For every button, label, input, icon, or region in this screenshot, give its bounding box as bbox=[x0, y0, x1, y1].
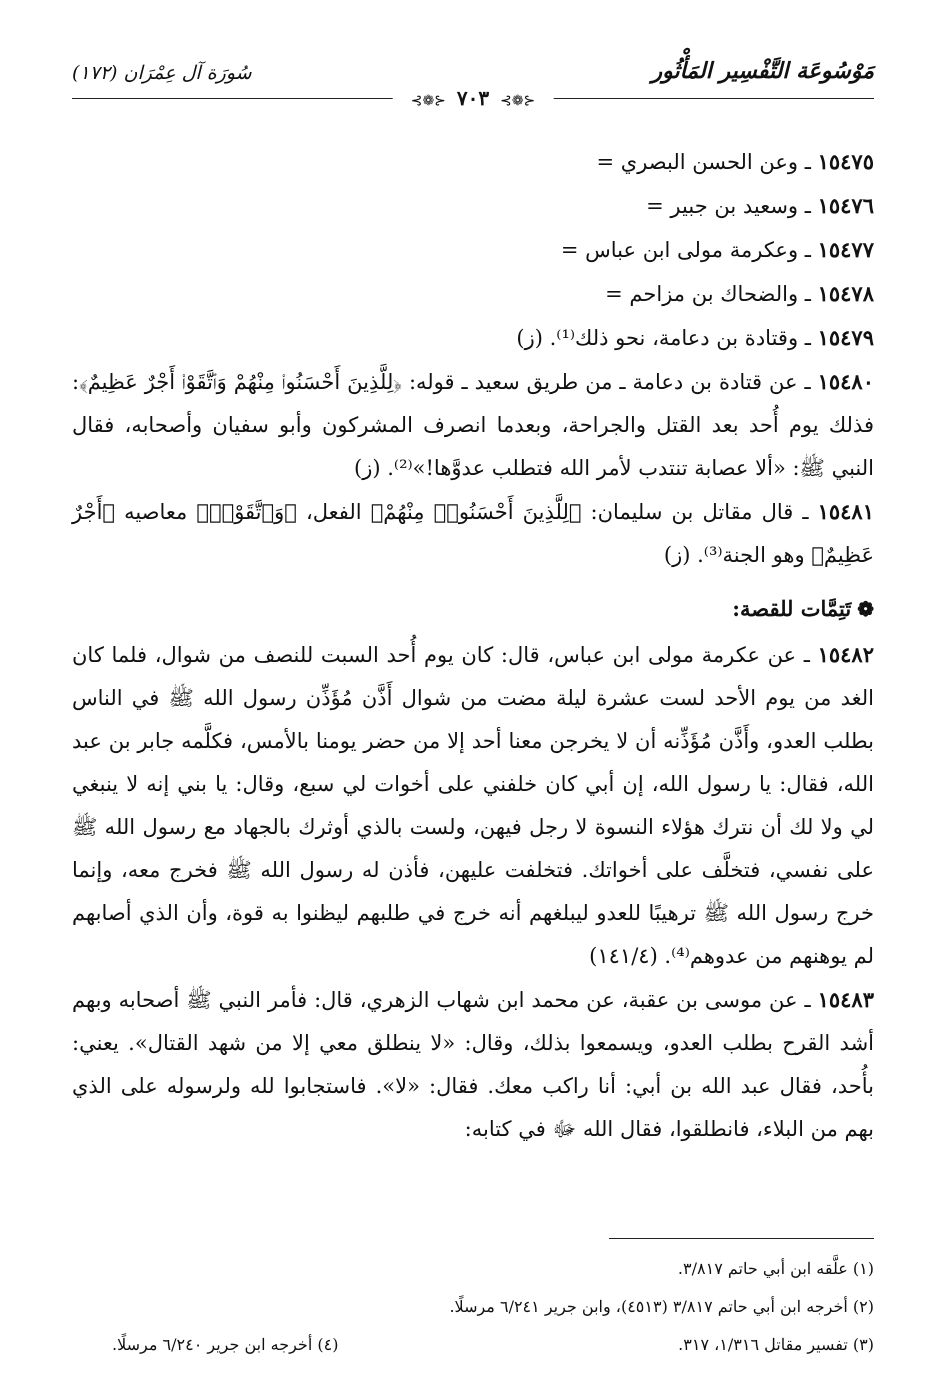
footnote-3: (٣) تفسير مقاتل ١/٣١٦، ٣١٧. bbox=[678, 1335, 874, 1354]
narration-number: ١٥٤٨٢ bbox=[817, 642, 874, 667]
flower-icon: ❁ bbox=[857, 597, 874, 621]
narration-text: ـ عن قتادة بن دعامة ـ من طريق سعيد ـ قوله: ﴿لِلَّذِينَ أَحْسَنُوا۟ مِنْهُمْ وَٱتَّقَوْا۟ أَجْرٌ عَظِيمٌ﴾: فذلك يوم أُحد بعد القتل والجراحة، وبعدما انصرف المشركون وأبو سفيان وأصحابه، فقال النبي ﷺ: «ألا عصابة تنتدب لأمر الله فتطلب عدوَّها!»⁽²⁾. (ز) bbox=[72, 370, 874, 480]
ornament-icon: ⊰❁⊱ bbox=[500, 93, 536, 109]
main-text bbox=[72, 140, 874, 1151]
narration-number: ١٥٤٧٦ bbox=[817, 193, 874, 218]
footnotes bbox=[72, 1250, 874, 1364]
narration-number: ١٥٤٧٩ bbox=[817, 325, 874, 350]
narration-number: ١٥٤٨٠ bbox=[817, 369, 874, 394]
footnote-4: (٤) أخرجه ابن جرير ٦/٢٤٠ مرسلًا. bbox=[112, 1335, 339, 1354]
paragraph bbox=[72, 360, 874, 490]
narration-number: ١٥٤٧٧ bbox=[817, 237, 874, 262]
page-number-wrap bbox=[393, 86, 554, 110]
section-heading-text: تَتِمَّات للقصة: bbox=[732, 596, 852, 621]
footnote-2: (٢) أخرجه ابن أبي حاتم ٣/٨١٧ (٤٥١٣)، وابن جرير ٦/٢٤١ مرسلًا. bbox=[449, 1297, 874, 1316]
paragraph bbox=[72, 633, 874, 978]
page-number: ٧٠٣ bbox=[456, 86, 490, 110]
footnote-row bbox=[72, 1326, 874, 1364]
paragraph bbox=[72, 490, 874, 577]
narration-number: ١٥٤٨١ bbox=[817, 499, 874, 524]
narration-text: ـ وعكرمة مولى ابن عباس = bbox=[560, 238, 818, 262]
paragraph bbox=[72, 140, 874, 184]
narration-text: ـ عن موسى بن عقبة، عن محمد ابن شهاب الزهري، قال: فأمر النبي ﷺ أصحابه وبهم أشد القرح بطلب العدو، ويسمعوا بذلك، وقال: «لا ينطلق معي إلا من شهد القتال». يعني: بأُحد، فقال عبد الله بن أبي: أنا راكب معك. فقال: «لا». فاستجابوا لله ولرسوله على الذي بهم من البلاء، فانطلقوا، فقال الله ﷻ في كتابه: bbox=[72, 988, 874, 1141]
narration-text: ـ وعن الحسن البصري = bbox=[596, 150, 818, 174]
paragraph bbox=[72, 184, 874, 228]
narration-text: ـ والضحاك بن مزاحم = bbox=[605, 282, 818, 306]
section-heading bbox=[72, 587, 874, 631]
paragraph bbox=[72, 228, 874, 272]
footnote-divider bbox=[609, 1238, 874, 1239]
narration-number: ١٥٤٨٣ bbox=[817, 987, 874, 1012]
paragraph bbox=[72, 978, 874, 1151]
narration-text: ـ وسعيد بن جبير = bbox=[646, 194, 818, 218]
page-header bbox=[72, 58, 874, 108]
narration-number: ١٥٤٧٥ bbox=[817, 149, 874, 174]
book-title: مَوْسُوعَة التَّفْسِير المَأْثُور bbox=[651, 58, 874, 84]
narration-text: ـ قال مقاتل بن سليمان: ﴿لِلَّذِينَ أَحْسَنُوا۟ مِنْهُمْ﴾ الفعل، ﴿وَٱتَّقَوْا۟﴾ معاصيه ﴿أَجْرٌ عَظِيمٌ﴾ وهو الجنة⁽³⁾. (ز) bbox=[72, 500, 874, 567]
footnote-1: (١) علَّقه ابن أبي حاتم ٣/٨١٧. bbox=[677, 1259, 874, 1278]
paragraph bbox=[72, 316, 874, 360]
ornament-icon: ⊰❁⊱ bbox=[410, 93, 446, 109]
surah-label: سُورَة آل عِمْرَان (١٧٢) bbox=[72, 62, 252, 84]
narration-text: ـ وقتادة بن دعامة، نحو ذلك⁽¹⁾. (ز) bbox=[516, 326, 818, 350]
paragraph bbox=[72, 272, 874, 316]
narration-text: ـ عن عكرمة مولى ابن عباس، قال: كان يوم أُحد السبت للنصف من شوال، فلما كان الغد من يوم الأحد لست عشرة ليلة مضت من شوال أَذَّن مُؤَذِّن رسول الله ﷺ في الناس بطلب العدو، وأَذَّن مُؤَذِّنه أن لا يخرجن معنا أحد إلا من حضر يومنا بالأمس، فكلَّمه جابر بن عبد الله، فقال: يا رسول الله، إن أبي كان خلفني على أخوات لي سبع، وقال: يا بني إنه لا ينبغي لي ولا لك أن نترك هؤلاء النسوة لا رجل فيهن، ولست بالذي أوثرك بالجهاد مع رسول الله ﷺ على نفسي، فتخلَّف على أخواتك. فتخلفت عليهن، فأذن له رسول الله ﷺ فخرج معه، وإنما خرج رسول الله ﷺ ترهيبًا للعدو ليبلغهم أنه خرج في طلبهم ليظنوا به قوة، وأن الذي أصابهم لم يوهنهم من عدوهم⁽⁴⁾. (١٤١/٤) bbox=[72, 643, 874, 968]
narration-number: ١٥٤٧٨ bbox=[817, 281, 874, 306]
